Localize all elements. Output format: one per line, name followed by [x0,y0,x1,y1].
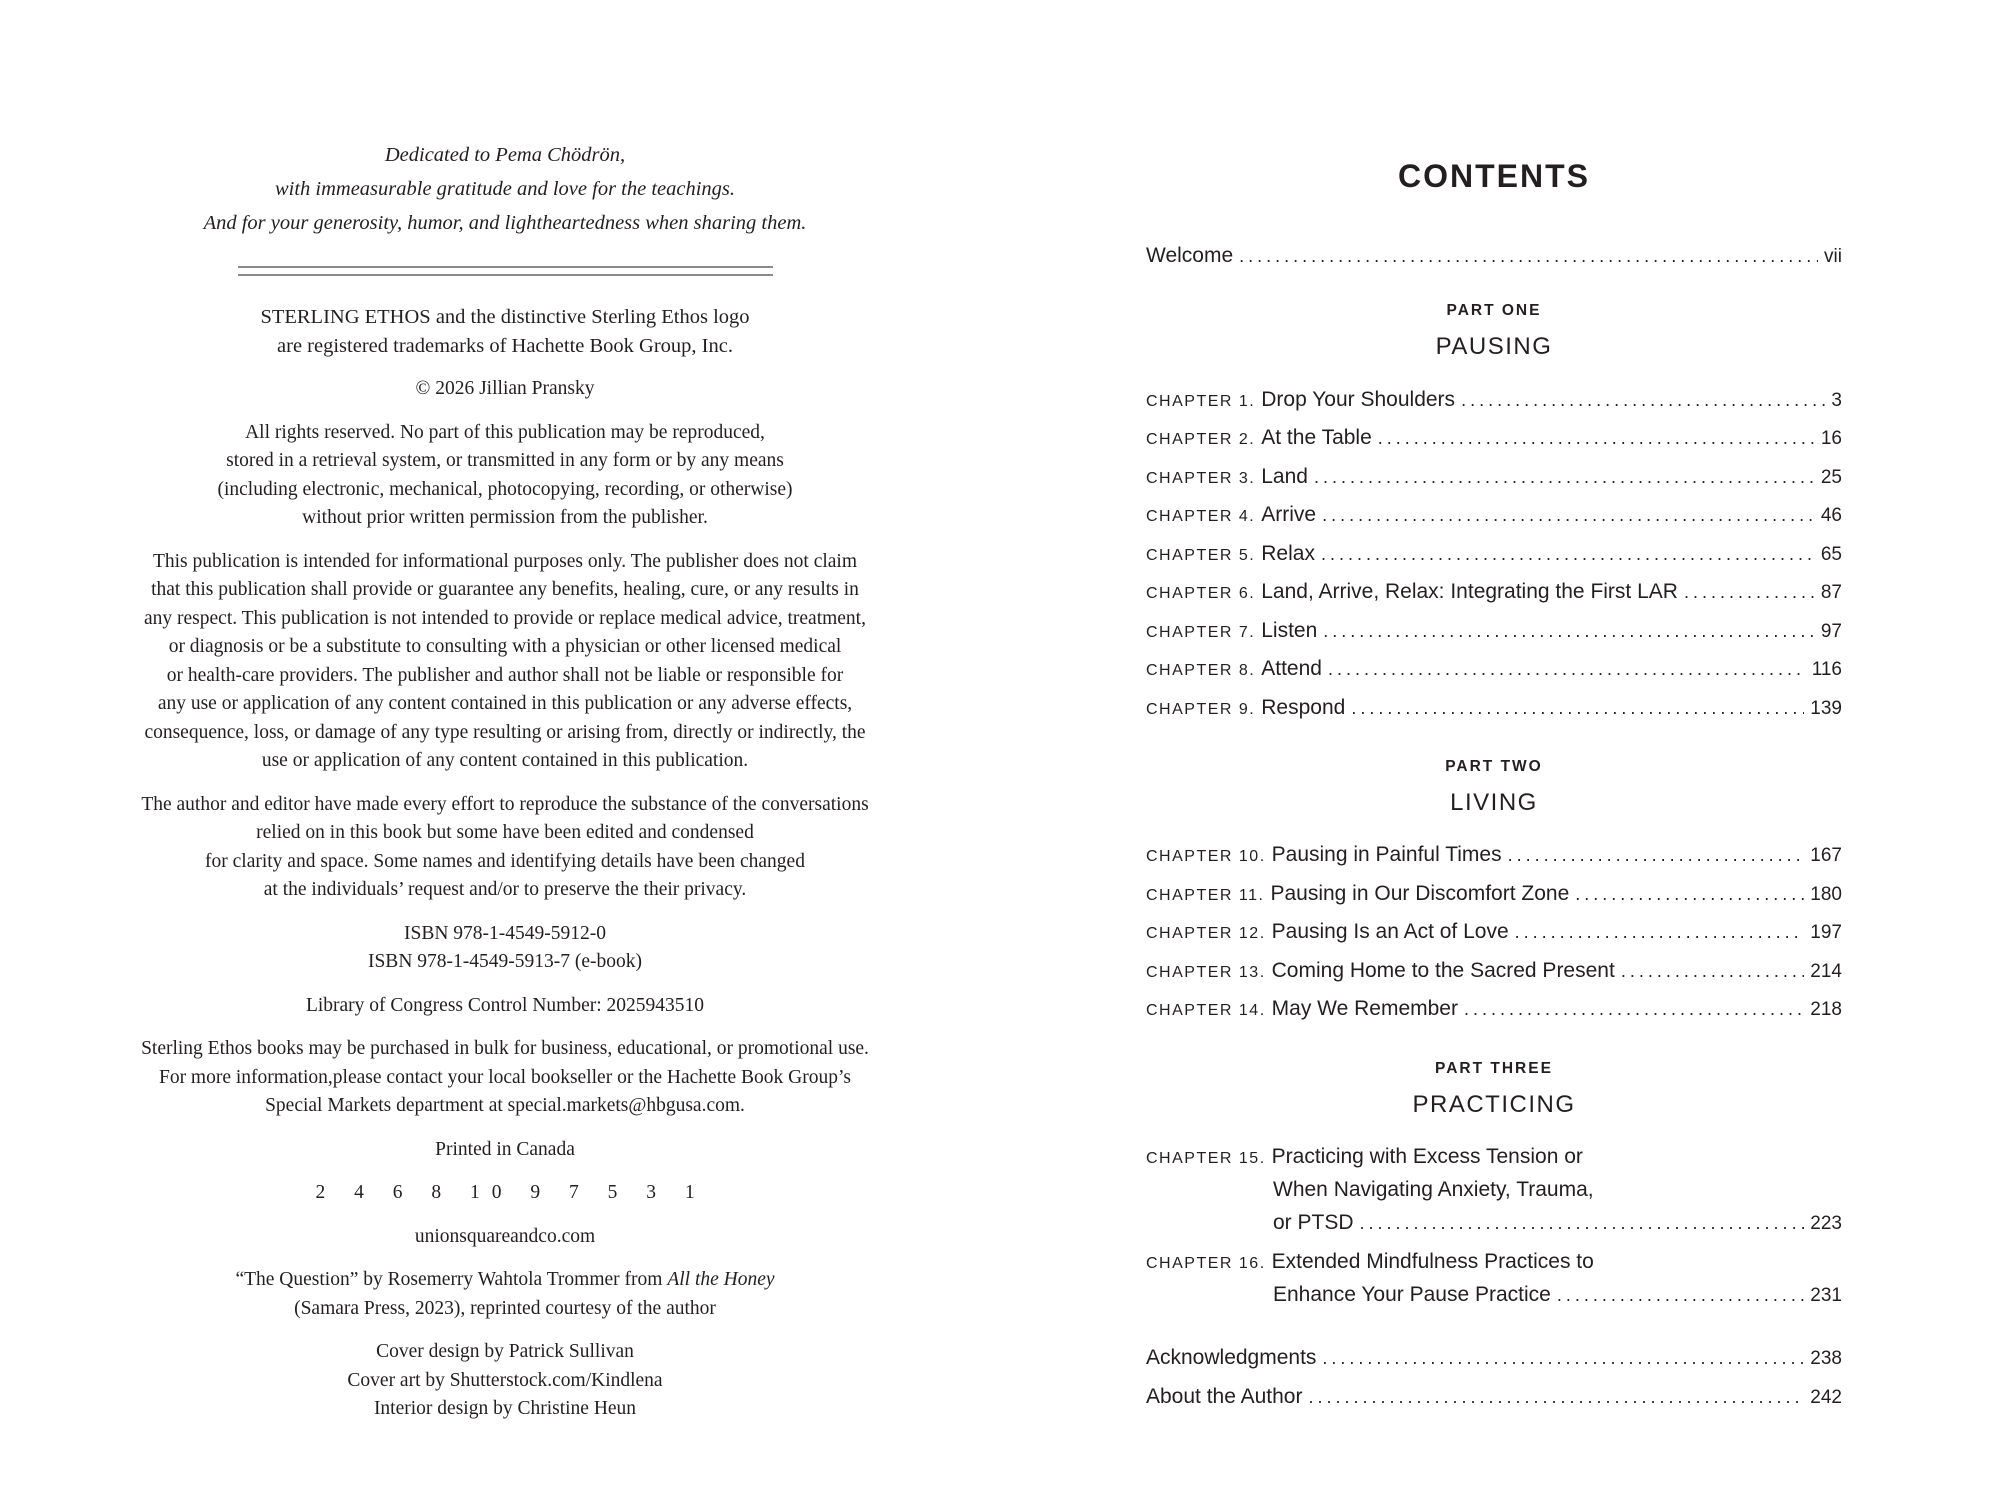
trademark-notice [120,303,890,361]
chapter-label: CHAPTER 2. [1146,431,1256,448]
bulk-line: Sterling Ethos books may be purchased in bulk for business, educational, or promotional use. [141,1038,869,1059]
part-label: PART THREE [1435,1060,1553,1077]
chapter-title: Land [1261,465,1308,488]
toc-entry-chapter[interactable] [1146,657,1842,687]
toc-entry-chapter[interactable] [1146,542,1842,572]
chapter-title-line: Extended Mindfulness Practices to [1271,1250,1594,1273]
dedication-line: And for your generosity, humor, and lightheartedness when sharing them. [203,212,807,234]
dot-leader [1508,845,1805,866]
lccn: Library of Congress Control Number: 2025943510 [305,994,705,1016]
chapter-label: CHAPTER 3. [1146,470,1256,487]
chapter-label: CHAPTER 15. [1146,1150,1266,1167]
toc-page-number: 167 [1810,845,1842,866]
dot-leader [1308,1387,1804,1408]
chapter-title: Pausing in Painful Times [1271,843,1502,866]
rights-notice [120,419,890,533]
disclaimer [120,548,890,776]
dot-leader [1321,544,1815,565]
chapter-label: CHAPTER 4. [1146,508,1256,525]
chapter-label: CHAPTER 16. [1146,1255,1266,1272]
chapter-title: Listen [1261,619,1318,642]
bulk-line: For more information,please contact your local bookseller or the Hachette Book Group’s [158,1066,852,1088]
toc-entry-welcome[interactable] [1146,244,1842,274]
toc-entry-chapter-first-line[interactable] [1146,1145,1842,1175]
dot-leader [1464,999,1804,1020]
toc-entry-about-author[interactable] [1146,1385,1842,1415]
credit-line: Cover design by Patrick Sullivan [376,1341,634,1362]
publisher-website: unionsquareandco.com [414,1225,596,1247]
toc-entry-chapter[interactable] [1146,465,1842,495]
toc-entry-chapter[interactable] [1146,959,1842,989]
dot-leader [1314,467,1815,488]
dot-leader [1557,1285,1804,1306]
dot-leader [1378,428,1815,449]
toc-page-number: 214 [1810,961,1842,982]
dot-leader [1515,922,1805,943]
toc-entry-chapter[interactable] [1146,619,1842,649]
toc-entry-chapter-last-line[interactable] [1273,1283,1842,1313]
dot-leader [1621,961,1804,982]
disclaimer-line: or diagnosis or be a substitute to consulting with a physician or other licensed medical [168,636,842,657]
disclaimer-line: any use or application of any content contained in this publication or any adverse effects, [157,693,853,714]
chapter-label: CHAPTER 8. [1146,662,1256,679]
toc-page-number: 65 [1820,544,1842,565]
toc-entry-acknowledgments[interactable] [1146,1346,1842,1376]
disclaimer-line: or health-care providers. The publisher and author shall not be liable or responsible for [166,664,844,686]
dot-leader [1328,659,1806,680]
copyright-page [120,138,890,1439]
editing-note [120,791,890,905]
toc-entry-chapter[interactable] [1146,426,1842,456]
copyright-line: © 2026 Jillian Pransky [415,378,595,399]
toc-title: Welcome [1146,244,1234,267]
toc-entry-chapter[interactable] [1146,843,1842,873]
toc-page-number: 231 [1810,1285,1842,1306]
chapter-label: CHAPTER 7. [1146,624,1256,641]
toc-page-number: 16 [1820,428,1842,449]
chapter-label: CHAPTER 13. [1146,964,1266,981]
dot-leader [1351,698,1804,719]
chapter-title: At the Table [1261,426,1372,449]
chapter-title-line: Enhance Your Pause Practice [1273,1283,1551,1306]
toc-page-number: 116 [1811,659,1842,680]
toc-page-number: 139 [1810,698,1842,719]
disclaimer-line: This publication is intended for informational purposes only. The publisher does not claim [152,550,858,572]
dot-leader [1323,621,1815,642]
toc-page-number: 223 [1810,1213,1842,1234]
part-title: LIVING [1450,789,1538,816]
part-label: PART ONE [1446,302,1542,319]
toc-page-number: 87 [1820,582,1842,603]
isbn-ebook: ISBN 978-1-4549-5913-7 (e-book) [367,951,643,972]
rights-line: (including electronic, mechanical, photocopying, recording, or otherwise) [217,478,793,500]
toc-page-number: 25 [1820,467,1842,488]
toc-page-number: vii [1824,246,1842,267]
editing-line: at the individuals’ request and/or to preserve the their privacy. [263,879,747,900]
chapter-title: May We Remember [1271,997,1458,1020]
credit-line: Interior design by Christine Heun [373,1398,637,1419]
chapter-title: Arrive [1261,503,1317,526]
dedication [120,138,890,240]
chapter-title: Pausing in Our Discomfort Zone [1270,882,1570,905]
toc-page-number: 180 [1810,884,1842,905]
chapter-label: CHAPTER 11. [1146,887,1265,904]
poem-credit-line: (Samara Press, 2023), reprinted courtesy of the author [294,1297,716,1319]
disclaimer-line: that this publication shall provide or guarantee any benefits, healing, cure, or any results in [151,579,859,600]
chapter-label: CHAPTER 14. [1146,1002,1266,1019]
dot-leader [1461,390,1825,411]
part-title: PAUSING [1435,333,1553,360]
toc-entry-chapter[interactable] [1146,882,1842,912]
chapter-title: Respond [1261,696,1346,719]
credit-line: Cover art by Shutterstock.com/Kindlena [347,1369,663,1391]
part-label: PART TWO [1445,758,1543,775]
chapter-title: Attend [1261,657,1322,680]
isbn-block [120,920,890,977]
isbn-print: ISBN 978-1-4549-5912-0 [403,922,607,944]
toc-entry-chapter[interactable] [1146,503,1842,533]
dedication-line: with immeasurable gratitude and love for the teachings. [274,178,736,200]
chapter-title-line: When Navigating Anxiety, Trauma, [1273,1178,1594,1201]
poem-book-title: All the Honey [667,1269,775,1290]
editing-line: for clarity and space. Some names and identifying details have been changed [205,850,805,872]
toc-entry-chapter[interactable] [1146,920,1842,950]
chapter-title: Land, Arrive, Relax: Integrating the First LAR [1261,580,1678,603]
chapter-label: CHAPTER 6. [1146,585,1256,602]
chapter-label: CHAPTER 9. [1146,701,1256,718]
bulk-line: Special Markets department at special.markets@hbgusa.com. [265,1095,745,1116]
dot-leader [1322,505,1815,526]
toc-page-number: 46 [1820,505,1842,526]
printed-in: Printed in Canada [435,1138,575,1160]
chapter-title: Drop Your Shoulders [1261,388,1456,411]
toc-entry-chapter-last-line[interactable] [1273,1211,1842,1241]
dot-leader [1360,1213,1805,1234]
dedication-line: Dedicated to Pema Chödrön, [384,144,626,166]
double-rule-divider [238,266,773,276]
trademark-line: are registered trademarks of Hachette Book Group, Inc. [277,335,733,357]
toc-entry-chapter-first-line[interactable] [1146,1250,1842,1280]
disclaimer-line: use or application of any content contained in this publication. [261,750,749,771]
toc-page-number: 242 [1810,1387,1842,1408]
chapter-title-line: or PTSD [1273,1211,1354,1234]
poem-credit-prefix: “The Question” by Rosemerry Wahtola Trommer from [235,1269,668,1290]
contents-heading: CONTENTS [1398,158,1590,194]
toc-page-number: 218 [1810,999,1842,1020]
toc-entry-chapter[interactable] [1146,388,1842,418]
rights-line: without prior written permission from the publisher. [302,507,708,528]
toc-page-number: 3 [1831,390,1842,411]
toc-title: About the Author [1146,1385,1303,1408]
editing-line: relied on in this book but some have been edited and condensed [256,822,754,843]
toc-entry-chapter[interactable] [1146,997,1842,1027]
rights-line: All rights reserved. No part of this publication may be reproduced, [245,421,765,443]
chapter-title-line: Practicing with Excess Tension or [1271,1145,1583,1168]
poem-credit-line [120,1266,890,1295]
dot-leader [1322,1348,1804,1369]
toc-page-number: 238 [1810,1348,1842,1369]
dot-leader [1684,582,1815,603]
design-credits [120,1338,890,1424]
chapter-label: CHAPTER 12. [1146,925,1266,942]
disclaimer-line: any respect. This publication is not intended to provide or replace medical advice, treatment, [144,607,866,629]
bulk-sales-note [120,1035,890,1121]
chapter-title: Pausing Is an Act of Love [1271,920,1509,943]
chapter-label: CHAPTER 10. [1146,848,1266,865]
part-title: PRACTICING [1412,1091,1576,1118]
dot-leader [1239,246,1818,267]
disclaimer-line: consequence, loss, or damage of any type resulting or arising from, directly or indirectly, the [144,721,866,743]
chapter-label: CHAPTER 5. [1146,547,1256,564]
trademark-line: STERLING ETHOS and the distinctive Sterling Ethos logo [260,306,750,328]
rights-line: stored in a retrieval system, or transmitted in any form or by any means [226,450,784,471]
toc-title: Acknowledgments [1146,1346,1317,1369]
chapter-title: Relax [1261,542,1315,565]
editing-line: The author and editor have made every effort to reproduce the substance of the conversations [141,793,869,815]
toc-entry-chapter[interactable] [1146,580,1842,610]
poem-credit [120,1266,890,1323]
printer-key: 2 4 6 8 10 9 7 5 3 1 [315,1182,707,1203]
chapter-title: Coming Home to the Sacred Present [1271,959,1615,982]
dot-leader [1575,884,1804,905]
toc-page-number: 197 [1810,922,1842,943]
toc-page-number: 97 [1820,621,1842,642]
toc-entry-chapter[interactable] [1146,696,1842,726]
chapter-label: CHAPTER 1. [1146,393,1256,410]
